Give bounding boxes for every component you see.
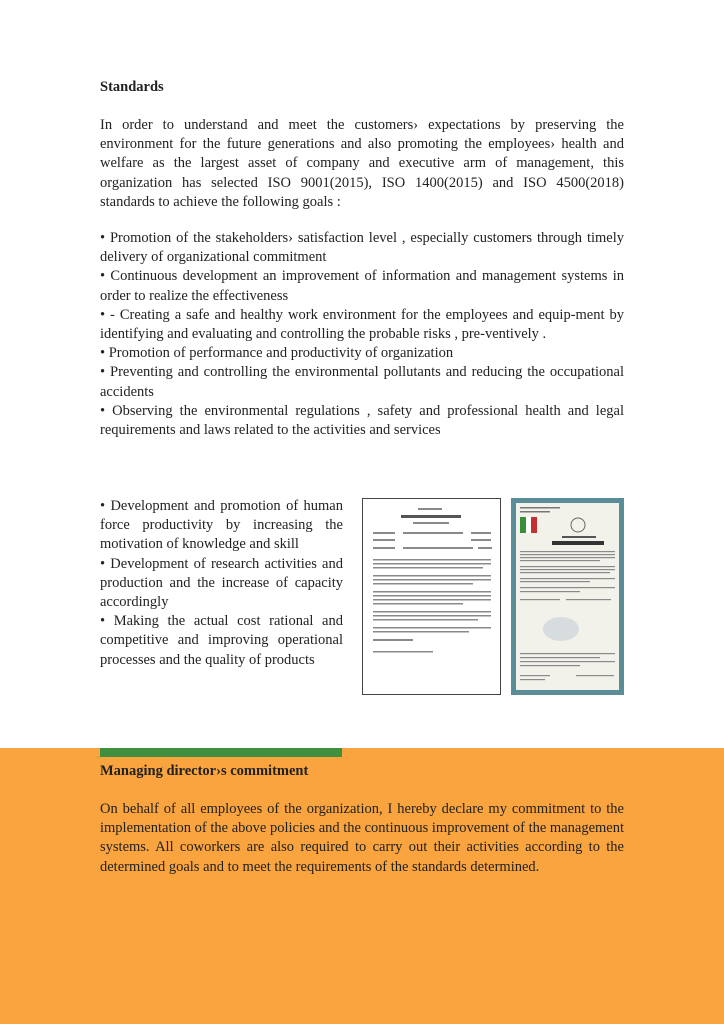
goals-list-continued (100, 497, 343, 670)
certificate-letter-image (362, 498, 501, 695)
standards-heading: Standards (100, 79, 164, 95)
goal-item: • Preventing and controlling the environmental pollutants and reducing the occupational accidents (100, 364, 624, 400)
goal-item: • Promotion of the stakeholders› satisfaction level , especially customers through timely delivery of organizational commitment (100, 230, 624, 266)
goal-item: • - Creating a safe and healthy work environment for the employees and equip-ment by identifying and evaluating and controlling the probable risks , pre-ventively . (100, 306, 624, 343)
framed-certificate-graphic (516, 503, 619, 690)
goals-list (100, 229, 624, 440)
commitment-band (0, 748, 724, 1024)
commitment-heading: Managing director›s commitment (100, 763, 309, 779)
certificate-inner (516, 503, 619, 690)
certificate-framed-image (511, 498, 624, 695)
goal-item: • Continuous development an improvement of information and management systems in order to realize the effectiveness (100, 268, 624, 304)
green-accent-bar (100, 748, 342, 757)
letter-document-graphic (363, 499, 500, 694)
goal-item: • Development of research activities and production and the increase of capacity accordingly (100, 555, 343, 611)
commitment-body: On behalf of all employees of the organization, I hereby declare my commitment to the implementation of the above policies and the continuous improvement of the management systems. All coworkers are also required to carry out their activities according to the determined goals and to meet the requirements of the standards determined. (100, 801, 624, 875)
goal-item: • Observing the environmental regulations , safety and professional health and legal requirements and laws related to the activities and services (100, 402, 624, 439)
standards-intro: In order to understand and meet the customers› expectations by preserving the environment for the future generations and also promoting the employees› health and welfare as the largest asset of company and executive arm of management, this organization has selected ISO 9001(2015), ISO 1400(2015) and ISO 4500(2018) standards to achieve the following goals : (100, 117, 624, 210)
goal-item: • Making the actual cost rational and competitive and improving operational processes and the quality of products (100, 613, 343, 668)
goal-item: • Development and promotion of human force productivity by increasing the motivation of knowledge and skill (100, 498, 343, 553)
goal-item: • Promotion of performance and productivity of organization (100, 345, 454, 362)
